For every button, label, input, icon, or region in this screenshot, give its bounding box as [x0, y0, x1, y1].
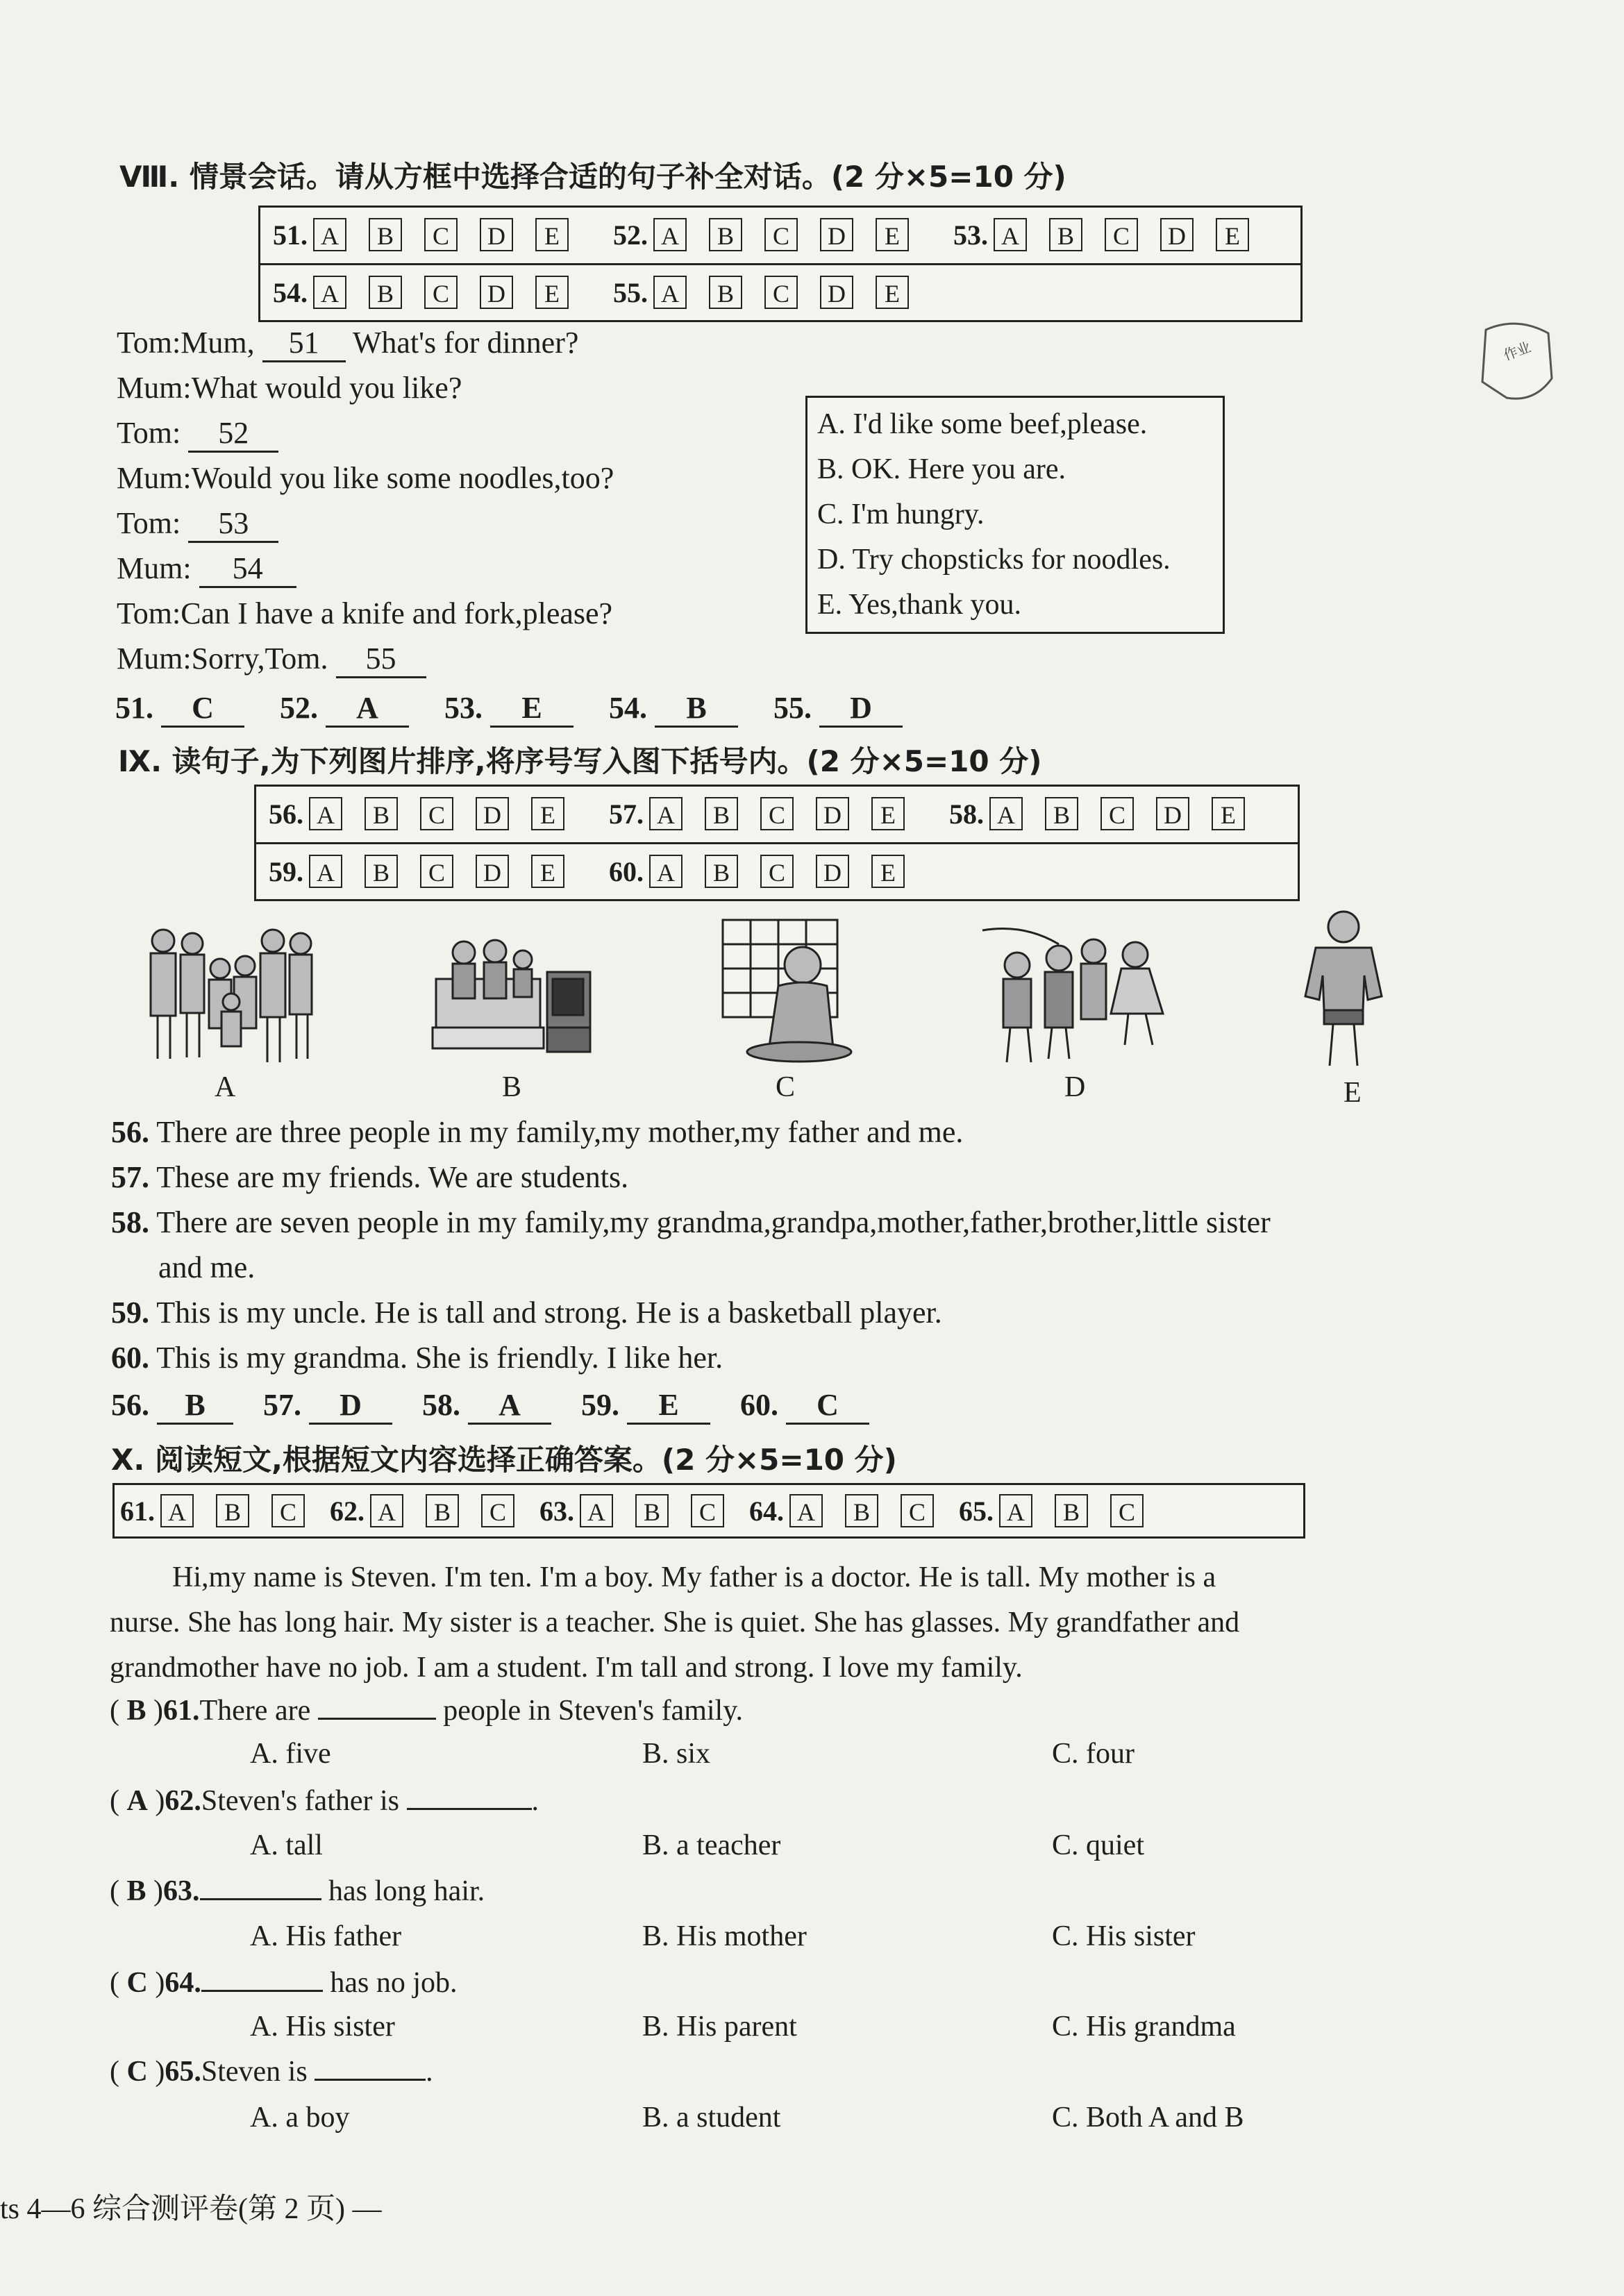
option-box[interactable]: A [313, 218, 346, 251]
option-box[interactable]: B [1045, 797, 1078, 830]
tall-uncle-illustration [1295, 906, 1392, 1069]
answer-row [115, 1485, 1303, 1536]
dialogue [117, 325, 614, 686]
section8-title: Ⅷ. 情景会话。请从方框中选择合适的句子补全对话。(2 分×5=10 分) [119, 160, 1066, 194]
option-box[interactable]: B [709, 276, 742, 309]
question-number: 60. [609, 855, 644, 887]
answer-blank[interactable]: A [326, 690, 409, 728]
reading-passage: Hi,my name is Steven. I'm ten. I'm a boy. My father is a doctor. He is tall. My mother is a nurse. She has long hair. My sister is a teacher. She is quiet. She has glasses. My grandfather and grandmother have no job. I am a student. I'm tall and strong. I love my family. [110, 1561, 1240, 1684]
option-box[interactable]: E [531, 855, 564, 888]
option-box[interactable]: A [160, 1494, 194, 1527]
answer-blank[interactable]: B [157, 1387, 233, 1425]
option-box[interactable]: E [1212, 797, 1245, 830]
question-number: 61. [120, 1495, 155, 1527]
choice-item: D. Try chopsticks for noodles. [817, 544, 1171, 576]
answer-item-51 [273, 218, 591, 251]
option-box[interactable]: D [820, 218, 853, 251]
question-65: ( C )65.Steven is . [110, 2056, 433, 2088]
question-number: 59. [269, 855, 303, 887]
dialogue-choices-box [805, 396, 1225, 634]
answer-item-61 [120, 1494, 305, 1527]
sentence-item: 57. These are my friends. We are students. [111, 1160, 629, 1194]
answer-blank[interactable] [201, 1990, 323, 1992]
option-box[interactable]: B [1055, 1494, 1088, 1527]
homework-stamp [1472, 316, 1562, 406]
answer-blank[interactable]: C [161, 690, 244, 728]
option-box[interactable]: D [1160, 218, 1194, 251]
option-box[interactable]: C [760, 855, 794, 888]
dialogue-line: Mum: 54 [117, 551, 614, 596]
answer-item-54 [273, 276, 591, 309]
choice-item: B. OK. Here you are. [817, 453, 1066, 485]
answer-blank[interactable]: E [490, 690, 574, 728]
grandma-sitting-illustration [719, 916, 858, 1066]
answer-row [260, 263, 1300, 319]
dialogue-line: Tom:Mum, 51 What's for dinner? [117, 325, 614, 370]
answer-blank[interactable] [407, 1808, 532, 1810]
option-box[interactable]: E [871, 797, 905, 830]
option-box[interactable]: D [816, 797, 849, 830]
option-box[interactable]: D [476, 797, 509, 830]
question-number: 63. [539, 1495, 574, 1527]
choice-item: E. Yes,thank you. [817, 589, 1022, 621]
option-box[interactable]: A [649, 855, 683, 888]
option-box[interactable]: D [1156, 797, 1189, 830]
answer-item-53 [953, 218, 1271, 251]
picture-label-b: B [502, 1071, 522, 1103]
answer-blank[interactable] [315, 2079, 426, 2081]
dialogue-line: Tom: 53 [117, 505, 614, 551]
option-box[interactable]: B [216, 1494, 249, 1527]
option-box[interactable]: C [764, 276, 798, 309]
option-box[interactable]: E [531, 797, 564, 830]
sentence-item: and me. [158, 1250, 256, 1284]
option-box[interactable]: B [426, 1494, 459, 1527]
question-61: ( B )61.There are people in Steven's family. [110, 1695, 743, 1727]
option-box[interactable]: C [424, 276, 458, 309]
option-box[interactable]: C [760, 797, 794, 830]
section9-answer-grid [254, 785, 1300, 901]
answer-item-62 [330, 1494, 514, 1527]
section10-title: Ⅹ. 阅读短文,根据短文内容选择正确答案。(2 分×5=10 分) [111, 1443, 897, 1477]
question-number: 55. [613, 276, 648, 308]
picture-label-a: A [215, 1071, 236, 1103]
answer-blank[interactable] [200, 1898, 321, 1900]
answer-row [256, 842, 1298, 898]
option-box[interactable]: D [816, 855, 849, 888]
dialogue-blank[interactable]: 51 [262, 325, 346, 362]
answer-blank[interactable]: A [468, 1387, 551, 1425]
option-box[interactable]: D [820, 276, 853, 309]
sentence-item: 60. This is my grandma. She is friendly. I like her. [111, 1341, 723, 1375]
question-64: ( C )64. has no job. [110, 1967, 458, 1999]
option-box[interactable]: A [649, 797, 683, 830]
section9-sentences [111, 1114, 1271, 1385]
option-box[interactable]: C [901, 1494, 934, 1527]
answer-item-64 [749, 1494, 934, 1527]
option-box[interactable]: A [653, 276, 687, 309]
answer-item-63 [539, 1494, 724, 1527]
option-box[interactable]: A [989, 797, 1023, 830]
option-box[interactable]: D [476, 855, 509, 888]
section8-answer-grid [258, 206, 1303, 322]
option-box[interactable]: D [480, 218, 513, 251]
option-box[interactable]: D [480, 276, 513, 309]
option-box[interactable]: B [709, 218, 742, 251]
option-box[interactable]: C [271, 1494, 305, 1527]
answer-row [256, 787, 1298, 841]
option-box[interactable]: B [705, 855, 738, 888]
answer-item-56 [269, 797, 587, 830]
option-box[interactable]: A [994, 218, 1027, 251]
question-number: 57. [609, 798, 644, 830]
answer-blank[interactable] [318, 1718, 436, 1720]
svg-text:作业: 作业 [1501, 338, 1534, 364]
question-number: 62. [330, 1495, 365, 1527]
option-box[interactable]: C [1100, 797, 1134, 830]
option-box[interactable]: B [365, 797, 398, 830]
section8-answers: 51. C 52. A 53. E 54. B 55. D [115, 690, 903, 728]
option-box[interactable]: A [580, 1494, 613, 1527]
question-number: 56. [269, 798, 303, 830]
choice-item: C. I'm hungry. [817, 498, 985, 530]
dialogue-blank[interactable]: 52 [188, 415, 278, 453]
question-number: 65. [959, 1495, 994, 1527]
question-63: ( B )63. has long hair. [110, 1875, 485, 1907]
option-box[interactable]: A [789, 1494, 823, 1527]
option-box[interactable]: B [369, 218, 402, 251]
question-number: 52. [613, 219, 648, 251]
answer-item-57 [609, 797, 927, 830]
answer-blank[interactable]: D [309, 1387, 392, 1425]
question-number: 51. [273, 219, 308, 251]
option-box[interactable]: A [313, 276, 346, 309]
option-box[interactable]: E [871, 855, 905, 888]
option-box[interactable]: C [1105, 218, 1138, 251]
option-box[interactable]: B [705, 797, 738, 830]
picture-label-d: D [1064, 1071, 1086, 1103]
answer-row [260, 208, 1300, 262]
choice-item: A. I'd like some beef,please. [817, 408, 1148, 440]
option-box[interactable]: C [420, 855, 453, 888]
question-number: 64. [749, 1495, 784, 1527]
answer-blank[interactable]: E [627, 1387, 710, 1425]
option-box[interactable]: C [420, 797, 453, 830]
answer-blank[interactable]: C [786, 1387, 869, 1425]
dialogue-blank[interactable]: 53 [188, 505, 278, 543]
family-watching-tv-illustration [429, 923, 596, 1062]
picture-label-c: C [776, 1071, 796, 1103]
answer-blank[interactable]: D [819, 690, 903, 728]
question-number: 58. [949, 798, 984, 830]
option-box[interactable]: A [309, 855, 342, 888]
page-footer: ts 4—6 综合测评卷(第 2 页) — [0, 2193, 382, 2225]
answer-item-60 [609, 855, 927, 888]
dialogue-line: Mum:Sorry,Tom. 55 [117, 641, 614, 686]
option-box[interactable]: E [876, 218, 909, 251]
question-62: ( A )62.Steven's father is . [110, 1785, 539, 1817]
option-box[interactable]: C [424, 218, 458, 251]
family-of-seven-illustration [142, 920, 319, 1069]
question-number: 54. [273, 276, 308, 308]
dialogue-line: Mum:What would you like? [117, 371, 462, 405]
option-box[interactable]: E [876, 276, 909, 309]
option-box[interactable]: A [370, 1494, 403, 1527]
section9-answers: 56. B 57. D 58. A 59. E 60. C [111, 1387, 869, 1425]
answer-item-65 [959, 1494, 1144, 1527]
dialogue-line: Tom: 52 [117, 415, 614, 460]
section9-title: Ⅸ. 读句子,为下列图片排序,将序号写入图下括号内。(2 分×5=10 分) [118, 744, 1042, 778]
option-box[interactable]: E [535, 218, 569, 251]
option-box[interactable]: C [1110, 1494, 1144, 1527]
option-box[interactable]: B [365, 855, 398, 888]
option-box[interactable]: A [309, 797, 342, 830]
option-box[interactable]: C [691, 1494, 724, 1527]
answer-item-58 [949, 797, 1267, 830]
option-box[interactable]: B [845, 1494, 878, 1527]
answer-item-52 [613, 218, 931, 251]
sentence-item: 58. There are seven people in my family,my grandma,grandpa,mother,father,brother,little sister [111, 1205, 1271, 1239]
option-box[interactable]: B [369, 276, 402, 309]
question-number: 53. [953, 219, 988, 251]
dialogue-line: Tom:Can I have a knife and fork,please? [117, 596, 613, 630]
friends-playing-illustration [976, 923, 1184, 1066]
answer-item-59 [269, 855, 587, 888]
sentence-item: 59. This is my uncle. He is tall and strong. He is a basketball player. [111, 1296, 942, 1330]
option-box[interactable]: E [1216, 218, 1249, 251]
option-box[interactable]: B [1049, 218, 1082, 251]
option-box[interactable]: B [635, 1494, 669, 1527]
option-box[interactable]: E [535, 276, 569, 309]
section10-answer-grid [112, 1483, 1305, 1539]
option-box[interactable]: C [481, 1494, 514, 1527]
option-box[interactable]: A [653, 218, 687, 251]
dialogue-blank[interactable]: 55 [336, 641, 426, 678]
sentence-item: 56. There are three people in my family,my mother,my father and me. [111, 1115, 964, 1149]
dialogue-blank[interactable]: 54 [199, 551, 296, 588]
answer-blank[interactable]: B [655, 690, 738, 728]
picture-label-e: E [1343, 1077, 1362, 1109]
dialogue-line: Mum:Would you like some noodles,too? [117, 461, 614, 495]
answer-item-55 [613, 276, 931, 309]
option-box[interactable]: C [764, 218, 798, 251]
option-box[interactable]: A [999, 1494, 1032, 1527]
